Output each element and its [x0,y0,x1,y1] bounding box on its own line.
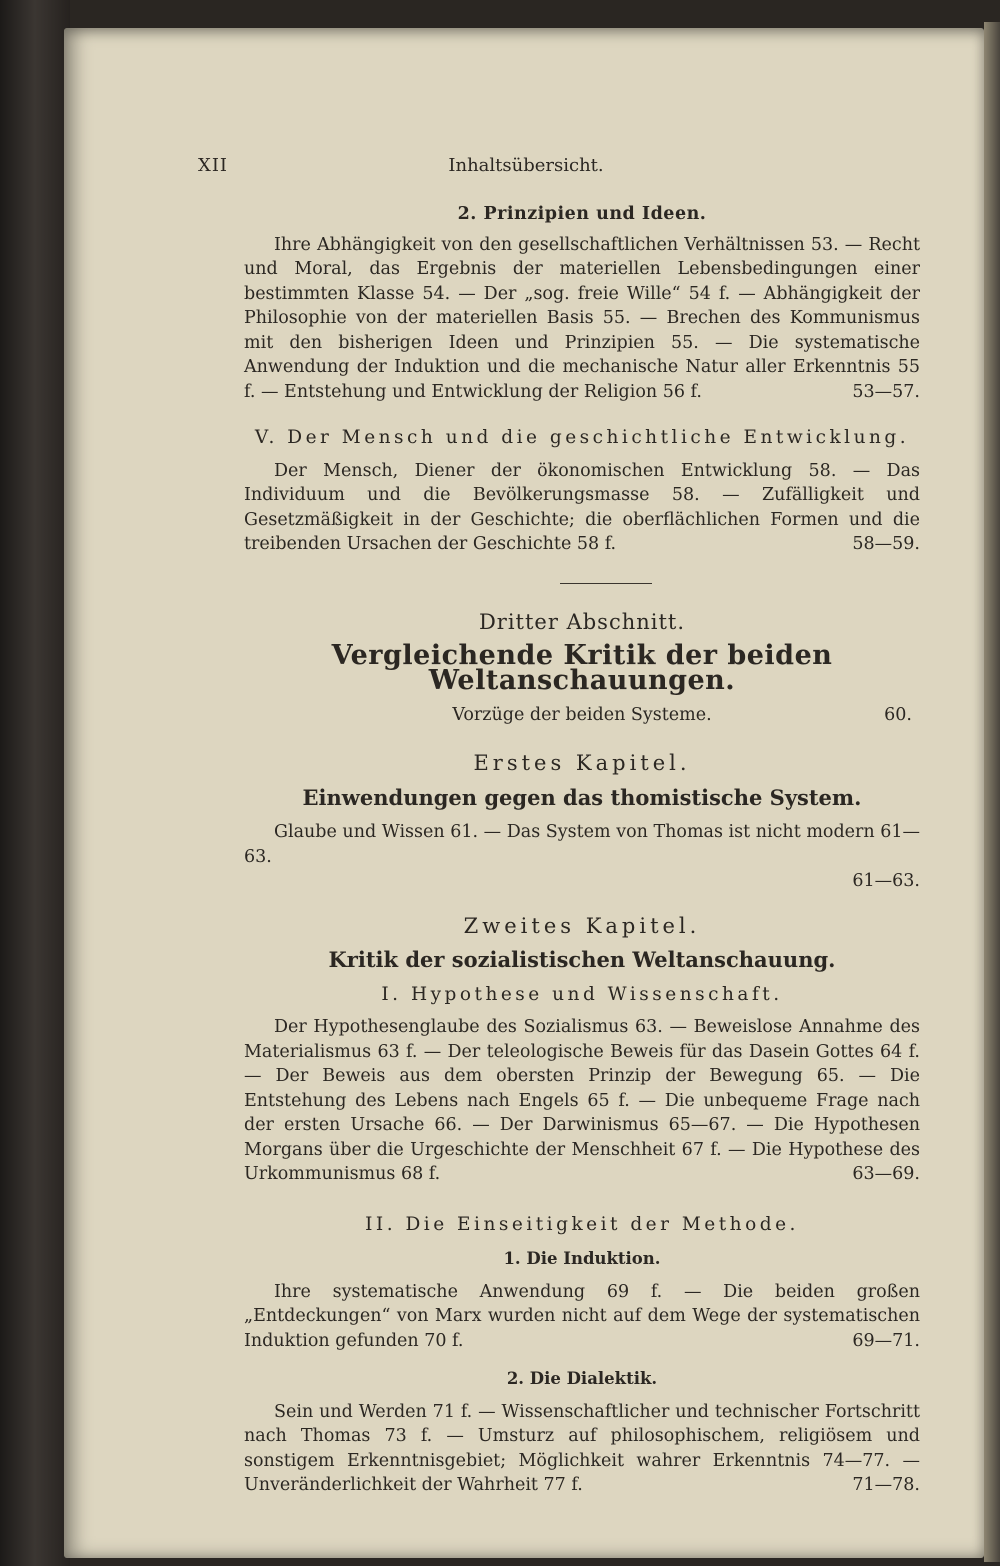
page-range: 63—69. [852,1164,920,1184]
section-heading: 2. Prinzipien und Ideen. [457,204,707,224]
section-heading: II. Die Einseitigkeit der Methode. [365,1213,799,1235]
page-range: 69—71. [852,1330,920,1351]
part-title: Vergleichende Kritik der beiden Weltanschauungen. [331,640,833,696]
page-range: 53—57. [852,381,920,402]
running-title: Inhaltsübersicht. [448,155,604,176]
subsection-text: Sein und Werden 71 f. — Wissenschaftlicher und technischer Fortschritt nach Thomas 73 f. — Umsturz auf philosophischem, religiösem und sonstigem Erkenntnisgebiet; Möglichkeit wahrer Erkenntnis 74—77. — Unveränderlichkeit der Wahrheit 77 f. 71—78. [244,1400,920,1498]
subsection-heading: 1. Die Induktion. [503,1249,661,1268]
chapter-label: Erstes Kapitel. [473,751,691,775]
subsection-text: Ihre systematische Anwendung 69 f. — Die beiden großen „Entdeckungen“ von Marx wurden nicht auf dem Wege der systematischen Induktion gefunden 70 f. 69—71. [244,1280,920,1354]
section-text: Der Mensch, Diener der ökonomischen Entwicklung 58. — Das Individuum und die Bevölkerungsmasse 58. — Zufälligkeit und Gesetzmäßigkeit in der Geschichte; die oberflächlichen Formen und die treibenden Ursachen der Geschichte 58 f. 58—59. [244,459,920,557]
chapter-title: Kritik der sozialistischen Weltanschauung. [328,947,836,972]
section-text: Ihre Abhängigkeit von den gesellschaftlichen Verhältnissen 53. — Recht und Moral, das Ergebnis der materiellen Lebensbedingungen einer bestimmten Klasse 54. — Der „sog. freie Wille“ 54 f. — Abhängigkeit der Philosophie von der materiellen Basis 55. — Brechen des Kommunismus mit den bisherigen Ideen und Prinzipien 55. — Die systematische Anwendung der Induktion und die mechanische Natur aller Erkenntnis 55 f. — Entstehung und Entwicklung der Religion 56 f. 53—57. [244,233,920,405]
section-text: Der Hypothesenglaube des Sozialismus 63. — Beweislose Annahme des Materialismus 63 f. — Der teleologische Beweis für das Dasein Gottes 64 f. — Der Beweis aus dem obersten Prinzip der Bewegung 65. — Die Entstehung des Lebens nach Engels 65 f. — Die unbequeme Frage nach der ersten Ursache 66. — Der Darwinismus 65—67. — Die Hypothesen Morgans über die Urgeschichte der Menschheit 67 f. — Die Hypothese des Urkommunismus 68 f. 63—69. [244,1015,920,1187]
page-number: XII [198,155,229,176]
chapter-text: Glaube und Wissen 61. — Das System von Thomas ist nicht modern 61—63. [244,822,920,867]
subsection-heading: 2. Die Dialektik. [506,1369,658,1388]
page-edge [984,22,1000,1562]
section-heading: V. Der Mensch und die geschichtliche Entwicklung. [254,427,910,448]
page-range: 60. [884,705,912,725]
divider [560,583,652,584]
section-heading: I. Hypothese und Wissenschaft. [381,983,783,1005]
chapter-label: Zweites Kapitel. [463,913,701,938]
page-range: 71—78. [852,1475,920,1495]
part-intro: Vorzüge der beiden Systeme. 60. [244,703,920,731]
book-cover-edge [0,0,70,1566]
page-content [136,120,920,1498]
page-range: 61—63. [852,871,920,891]
part-label: Dritter Abschnitt. [478,609,686,634]
page-range: 58—59. [852,534,920,554]
page-header [136,154,916,184]
chapter-title: Einwendungen gegen das thomistische System. [302,784,862,810]
